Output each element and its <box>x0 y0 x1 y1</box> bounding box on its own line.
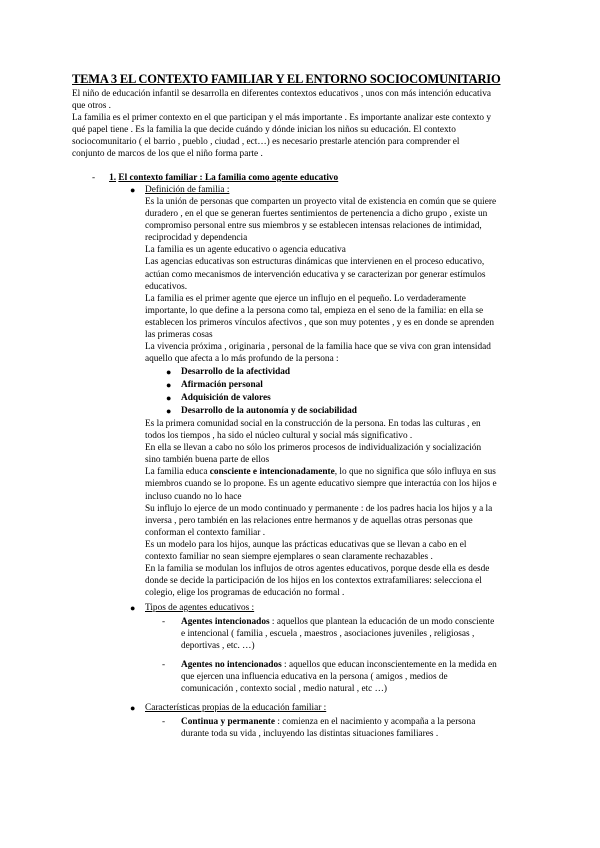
text-line: Es un modelo para los hijos, aunque las prácticas educativas que se llevan a cabo en el <box>145 539 467 550</box>
text-line: las primeras cosas <box>145 330 213 341</box>
text-line: establecen los primeros vínculos afectivos , que son muy potentes , y es en donde se aprenden <box>145 317 495 328</box>
bullet-icon: ● <box>130 603 136 613</box>
tipos-label: Tipos de agentes educativos : <box>145 603 255 613</box>
bullet-icon: ● <box>130 703 136 713</box>
text-line: compromiso personal entre sus miembros y se establecen intensas relaciones de intimidad, <box>145 221 482 232</box>
agentes-intencionados <box>181 616 494 652</box>
text-line: importante, lo que define a la persona como tal, empieza en el seno de la familia: en ella se <box>145 305 484 316</box>
term-label: Agentes no intencionados <box>181 660 282 670</box>
text-line: sino también buena parte de ellos <box>145 455 270 466</box>
emphasis-text: consciente e intencionadamente <box>209 467 335 478</box>
agentes-no-intencionados <box>181 659 497 695</box>
text-line: La familia es el primer agente que ejerce un influjo en el pequeño. Lo verdaderamente <box>145 293 466 304</box>
text-line: comunicación , contexto social , medio natural , etc …) <box>181 684 388 695</box>
definicion-block-2 <box>145 418 497 599</box>
text-line: Es la primera comunidad social en la construcción de la persona. En todas las culturas , en <box>145 419 481 429</box>
definicion-block <box>145 196 496 365</box>
text-line: inversa , pero también en las relaciones entre hermanos y de aquellas otras personas que <box>145 515 473 526</box>
intro-line: conjunto de marcos de los que el niño forma parte . <box>72 149 263 160</box>
text-line: todos los tiempos , ha sido el núcleo cultural y social más significativo . <box>145 431 413 442</box>
term-label: Agentes intencionados <box>181 617 270 627</box>
document-title: TEMA 3 EL CONTEXTO FAMILIAR Y EL ENTORNO SOCIOCOMUNITARIO <box>72 72 501 86</box>
dash-marker: - <box>162 717 166 727</box>
intro-line: El niño de educación infantil se desarrolla en diferentes contextos educativos , unos con más intención educativa <box>72 89 491 99</box>
text-line: La familia es un agente educativo o agencia educativa <box>145 245 346 256</box>
caracteristicas-label: Características propias de la educación familiar : <box>145 703 327 713</box>
text-line: durante toda su vida , incluyendo las distintas situaciones familiares . <box>181 729 439 740</box>
intro-line: que otros . <box>72 101 111 112</box>
text-line: reciprocidad y dependencia <box>145 233 248 244</box>
text-line: contexto familiar no sean siempre ejemplares o sean claramente rechazables . <box>145 552 433 563</box>
dash-marker: - <box>162 660 166 670</box>
text-fragment: La familia educa <box>145 467 210 478</box>
section-marker: - <box>92 173 96 183</box>
text-line <box>145 466 497 478</box>
text-fragment: : comienza en el nacimiento y acompaña a la persona <box>275 717 476 727</box>
bullet-item: Desarrollo de la autonomía y de sociabilidad <box>181 406 357 416</box>
intro-paragraph <box>72 88 491 161</box>
text-line: En la familia se modulan los influjos de otros agentes educativos, porque desde ella es desde <box>145 564 490 575</box>
intro-line: qué papel tiene . Es la familia la que decide cuándo y dónde inician los niños su educación. El contexto <box>72 125 456 136</box>
section-number: 1. <box>109 173 117 183</box>
text-line: que ejercen una influencia educativa en la persona ( amigos , medios de <box>181 672 448 683</box>
text-line: duradero , en el que se generan fuertes sentimientos de pertenencia a dicho grupo , existe un <box>145 209 488 220</box>
text-fragment: : aquellos que educan inconscientemente en la medida en <box>281 660 497 670</box>
text-fragment: : aquellos que plantean la educación de un modo consciente <box>269 617 495 627</box>
text-line: Es la unión de personas que comparten un proyecto vital de existencia en común que se quiere <box>145 197 497 207</box>
bullet-icon: ● <box>166 406 172 416</box>
bullet-icon: ● <box>166 367 172 377</box>
text-line: incluso cuando no lo hace <box>145 491 242 502</box>
bullet-item: Adquisición de valores <box>181 393 271 403</box>
bullet-item: Desarrollo de la afectividad <box>181 367 291 377</box>
continua-permanente <box>181 716 475 740</box>
text-line: La vivencia próxima , originaria , personal de la familia hace que se viva con gran intensidad <box>145 342 491 353</box>
text-line: e intencional ( familia , escuela , maestros , asociaciones juveniles , religiosas , <box>181 629 475 640</box>
bullet-icon: ● <box>166 393 172 403</box>
text-line: Su influjo lo ejerce de un modo continuado y permanente : de los padres hacia los hijos y a la <box>145 503 493 514</box>
text-line: colegio, elige los programas de educación no formal . <box>145 588 345 599</box>
dash-marker: - <box>162 617 166 627</box>
bullet-icon: ● <box>130 185 136 195</box>
section-heading-a: El contexto familiar <box>118 173 198 183</box>
intro-line: La familia es el primer contexto en el que participan y el más importante . Es importante analizar este contexto y <box>72 113 491 124</box>
text-line: educativos. <box>145 281 188 292</box>
text-line: aquello que afecta a lo más profundo de la persona : <box>145 354 339 365</box>
text-line: deportivas , etc. …) <box>181 641 255 652</box>
intro-line: sociocomunitario ( el barrio , pueblo , ciudad , ect…) es necesario prestarle atención para comprender el <box>72 137 460 148</box>
text-line: conforman el contexto familiar . <box>145 527 266 538</box>
definicion-label: Definición de familia : <box>145 185 230 195</box>
text-fragment: , lo que no significa que sólo influya en sus <box>334 467 496 478</box>
text-line: donde se decide la participación de los hijos en los contextos extrafamiliares: selecciona el <box>145 576 482 587</box>
bullet-icon: ● <box>166 380 172 390</box>
text-line: En ella se llevan a cabo no sólo los primeros procesos de individualización y socialización <box>145 443 482 454</box>
text-line: miembros cuando se lo propone. Es un agente educativo siempre que interactúa con los hijos e <box>145 479 497 490</box>
text-line: Las agencias educativas son estructuras dinámicas que intervienen en el proceso educativo, <box>145 257 485 268</box>
section-heading <box>92 172 338 184</box>
section-heading-b: : La familia como agente educativo <box>197 173 339 183</box>
bullet-item: Afirmación personal <box>181 380 263 390</box>
text-line: actúan como mecanismos de intervención educativa y se caracterizan por generar estímulos <box>145 269 486 280</box>
term-label: Continua y permanente <box>181 717 276 727</box>
